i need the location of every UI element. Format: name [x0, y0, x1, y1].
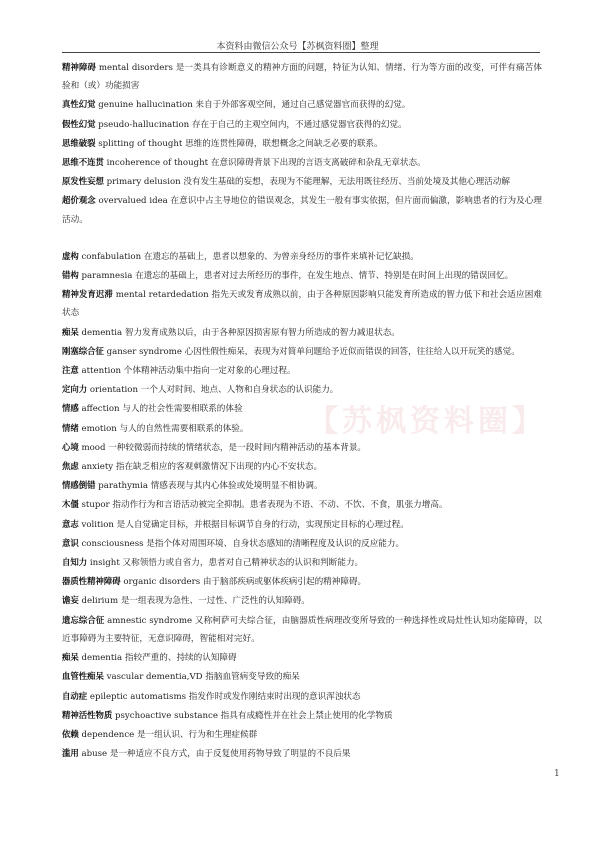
glossary-entry [62, 687, 542, 706]
glossary-entry [62, 95, 542, 114]
term: 错构 [62, 270, 79, 281]
term: 情感 [62, 403, 79, 414]
term: 超价观念 [62, 195, 96, 206]
definition: orientation 一个人对时间、地点、人物和自身状态的认识能力。 [89, 385, 339, 396]
definition: paramnesia 在遗忘的基础上，患者对过去所经历的事件，在发生地点、情节、特别是在时间上出现的错误回忆。 [81, 271, 514, 282]
definition: epileptic automatisms 指发作时或发作刚结束时出现的意识浑浊状态 [89, 691, 361, 702]
glossary-entry [62, 553, 542, 572]
term: 情感倒错 [62, 480, 96, 491]
definition: attention 个体精神活动集中指向一定对象的心理过程。 [81, 366, 296, 377]
definition: primary delusion 没有发生基础的妄想，表现为不能理解，无法用既往经历、当前处境及其他心理活动解 [106, 177, 510, 188]
glossary-entry [62, 744, 542, 763]
glossary-entry [62, 58, 542, 95]
term: 情绪 [62, 422, 79, 433]
term: 刚塞综合征 [62, 345, 104, 356]
glossary-entry [62, 457, 542, 476]
definition: ganser syndrome 心因性假性痴呆，表现为对简单问题给予近似而错误的回答，往往给人以开玩笑的感觉。 [106, 346, 520, 357]
glossary-entry [62, 134, 542, 153]
term: 痴呆 [62, 326, 79, 337]
term: 定向力 [62, 384, 88, 395]
definition: psychoactive substance 指具有成瘾性并在社会上禁止使用的化学物质 [114, 710, 393, 721]
term: 血管性痴呆 [62, 671, 104, 682]
definition: abuse 是一种适应不良方式，由于反复使用药物导致了明显的不良后果 [81, 749, 351, 760]
definition: mental disorders 是一类具有诊断意义的精神方面的问题，特征为认知、情绪、行为等方面的改变，可伴有痛苦体验和（或）功能损害 [62, 63, 543, 92]
glossary-entry [62, 266, 542, 285]
definition: mental retardedation 指先天或发育成熟以前，由于各种原因影响只能发育所造成的智力低下和社会适应困难状态 [62, 290, 543, 319]
term: 假性幻觉 [62, 118, 96, 129]
term: 焦虑 [62, 461, 79, 472]
term: 自知力 [62, 557, 88, 568]
term: 心境 [62, 441, 79, 452]
glossary-entry [62, 438, 542, 457]
page-number: 1 [554, 769, 560, 779]
term: 思维不连贯 [62, 157, 104, 168]
glossary-entry [62, 323, 542, 342]
definition: dementia 智力发育成熟以后，由于各种原因损害原有智力所造成的智力减退状态。 [81, 327, 400, 338]
term: 精神发育迟滞 [62, 289, 113, 300]
definition: anxiety 指在缺乏相应的客观刺激情况下出现的内心不安状态。 [81, 462, 323, 473]
glossary-entry [62, 534, 542, 553]
definition: dementia 指较严重的、持续的认知障碍 [81, 653, 237, 664]
term: 注意 [62, 365, 79, 376]
definition: insight 又称领悟力或自省力，患者对自己精神状态的认识和判断能力。 [89, 558, 364, 569]
glossary-entry [62, 648, 542, 667]
watermark: 【苏枫资料圈】 [308, 404, 546, 439]
term: 遗忘综合征 [62, 614, 105, 625]
page-header: 本资料由微信公众号【苏枫资料圈】整理 [216, 42, 379, 52]
glossary-section-1 [62, 58, 542, 229]
term: 器质性精神障碍 [62, 576, 121, 587]
term: 意志 [62, 518, 79, 529]
glossary-entry [62, 611, 542, 648]
term: 虚构 [62, 250, 79, 261]
term: 滥用 [62, 748, 79, 759]
definition: dependence 是一组认识、行为和生理症候群 [81, 729, 258, 740]
glossary-entry [62, 285, 542, 322]
definition: incoherence of thought 在意识障碍背景下出现的言语支离破碎和杂乱无章状态。 [106, 158, 426, 169]
glossary-content [62, 58, 542, 763]
definition: overvalued idea 在意识中占主导地位的错误观念，其发生一般有事实依据，但片面而偏激，影响患者的行为及心理活动。 [62, 196, 543, 225]
definition: pseudo-hallucination 存在于自己的主观空间内，不通过感觉器官获得的幻觉。 [98, 119, 407, 130]
term: 木僵 [62, 499, 79, 510]
glossary-entry [62, 706, 542, 725]
glossary-entry [62, 515, 542, 534]
term: 意识 [62, 537, 79, 548]
glossary-entry [62, 419, 542, 438]
definition: organic disorders 由于脑部疾病或躯体疾病引起的精神障碍。 [123, 577, 367, 588]
definition: emotion 与人的自然性需要相联系的体验。 [81, 423, 249, 434]
glossary-entry [62, 495, 542, 514]
glossary-entry [62, 361, 542, 380]
glossary-entry [62, 247, 542, 266]
definition: consciousness 是指个体对周围环境、自身状态感知的清晰程度及认识的反应能力。 [81, 538, 405, 549]
glossary-entry [62, 153, 542, 172]
glossary-entry [62, 115, 542, 134]
term: 自动症 [62, 690, 88, 701]
glossary-section-2 [62, 247, 542, 763]
definition: affection 与人的社会性需要相联系的体验 [81, 404, 243, 415]
glossary-entry [62, 667, 542, 686]
term: 思维破裂 [62, 137, 96, 148]
glossary-entry [62, 380, 542, 399]
definition: splitting of thought 思维的连贯性障碍，联想概念之间缺乏必要的联系。 [98, 138, 383, 149]
section-spacer [62, 229, 542, 247]
definition: confabulation 在遗忘的基础上，患者以想象的、为曾亲身经历的事件来填补记忆缺损。 [81, 251, 419, 262]
definition: parathymia 情感表现与其内心体验或处境明显不相协调。 [98, 481, 323, 492]
glossary-entry [62, 572, 542, 591]
term: 原发性妄想 [62, 176, 104, 187]
term: 精神障碍 [62, 62, 97, 72]
term: 痴呆 [62, 652, 79, 663]
glossary-entry [62, 725, 542, 744]
header-divider [62, 52, 540, 53]
glossary-entry [62, 591, 542, 610]
glossary-entry [62, 191, 542, 228]
term: 依赖 [62, 728, 79, 739]
definition: stupor 指动作行为和言语活动被完全抑制。患者表现为不语、不动、不饮、不食，肌张力增高。 [81, 500, 448, 511]
definition: delirium 是一组表现为急性、一过性、广泛性的认知障碍。 [81, 596, 310, 607]
term: 谵妄 [62, 595, 79, 606]
definition: mood 一种较微弱而持续的情绪状态，是一段时间内精神活动的基本背景。 [81, 442, 367, 453]
definition: amnestic syndrome 又称柯萨可夫综合征，由脑器质性病理改变所导致的一种选择性或局灶性认知功能障碍，以近事障碍为主要特征，无意识障碍，智能相对完好。 [62, 615, 543, 644]
term: 精神活性物质 [62, 709, 113, 720]
glossary-entry [62, 399, 542, 418]
term: 真性幻觉 [62, 99, 96, 110]
definition: volition 是人自觉确定目标，并根据目标调节自身的行动，实现预定目标的心理过程。 [81, 519, 409, 530]
glossary-entry [62, 476, 542, 495]
glossary-entry [62, 172, 542, 191]
definition: genuine hallucination 来自于外部客观空间，通过自己感觉器官而获得的幻觉。 [98, 100, 411, 111]
definition: vascular dementia,VD 指脑血管病变导致的痴呆 [106, 672, 300, 683]
glossary-entry [62, 342, 542, 361]
